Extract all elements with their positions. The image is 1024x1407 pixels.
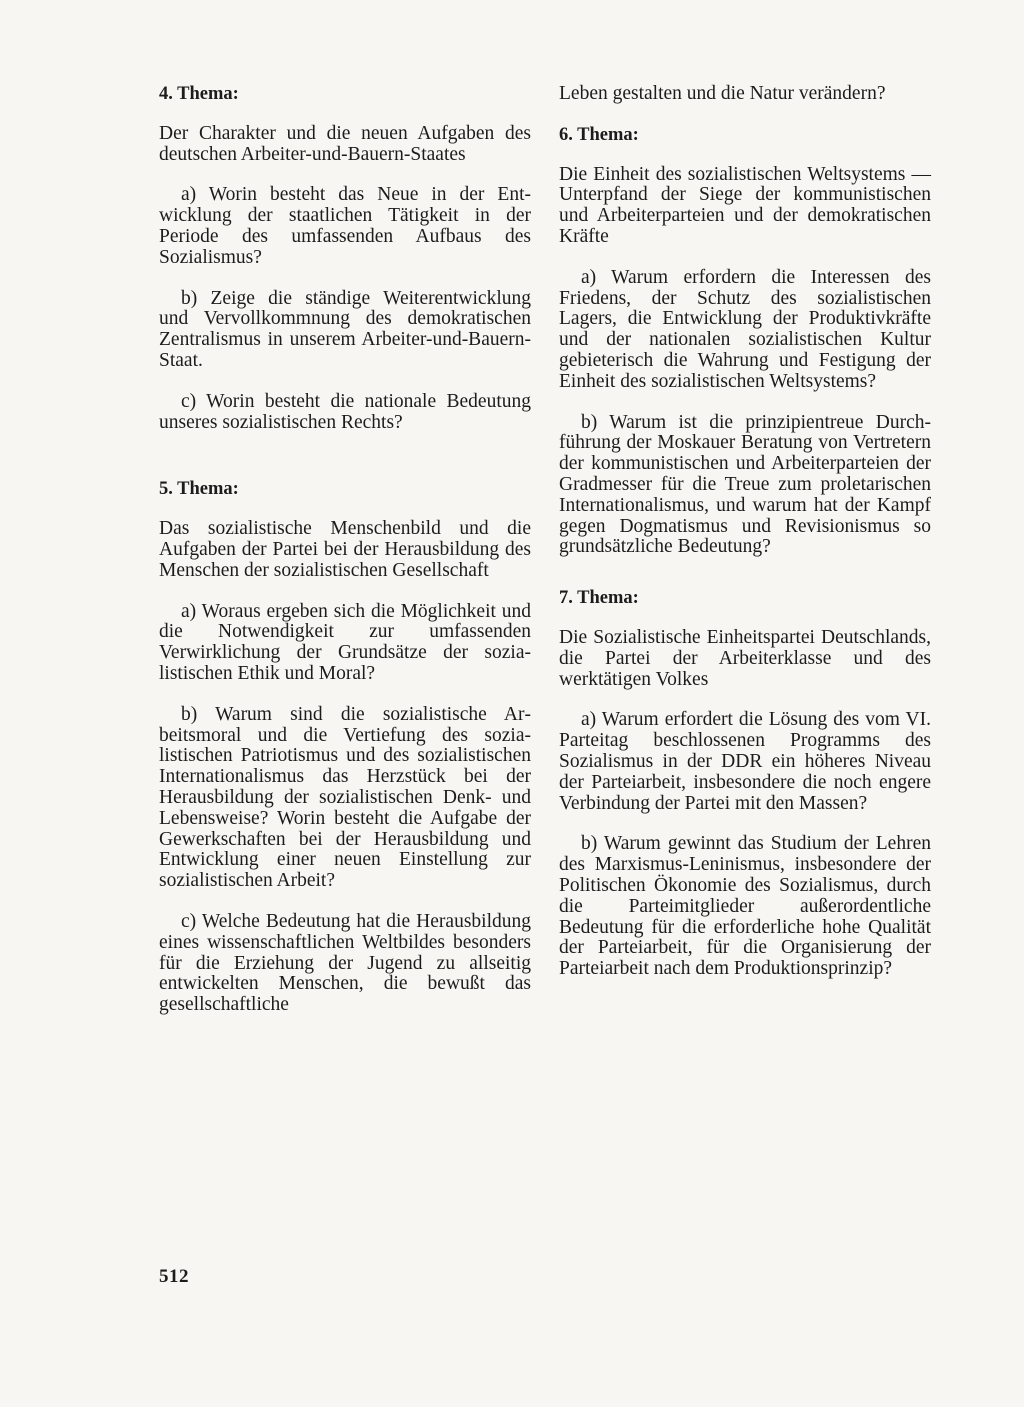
section-7-heading: 7. Thema: bbox=[559, 588, 639, 609]
page-number: 512 bbox=[159, 1266, 189, 1287]
section-4-question-c: c) Worin besteht die nationale Bedeutung unseres sozialistischen Rechts? bbox=[159, 390, 531, 433]
section-5-heading: 5. Thema: bbox=[159, 479, 239, 500]
right-column bbox=[559, 84, 931, 980]
section-5-question-c: c) Welche Bedeutung hat die Herausbildung eines wissenschaftlichen Weltbildes besonders für die Erziehung der Jugend zu allseitig entwickelten Menschen, die bewußt das gesellschaftliche bbox=[159, 910, 531, 1016]
section-4-question-a: a) Worin besteht das Neue in der Entwicklung der staatlichen Tätigkeit in der Periode des umfassenden Aufbaus des Sozialismus? bbox=[159, 184, 531, 268]
section-5-question-b: b) Warum sind die sozialistische Arbeitsmoral und die Vertiefung des sozialistischen Patriotismus und des sozialistischen Internationalismus das Herzstück bei der Herausbildung der sozialistischen Denk- und Lebensweise? Worin besteht die Aufgabe der Gewerkschaften bei der Herausbildung und Entwicklung einer neuen Einstellung zur sozialistischen Arbeit? bbox=[159, 703, 531, 892]
section-6-question-b: b) Warum ist die prinzipientreue Durchführung der Moskauer Beratung von Vertretern der kommunistischen und Arbeiterparteien der Gradmesser für die Treue zum proletarischen Internationalismus, und warum hat der Kampf gegen Dogmatismus und Revisionismus so grundsätzliche Bedeutung? bbox=[559, 411, 931, 558]
section-5-title: Das sozialistische Menschenbild und die Aufgaben der Partei bei der Herausbildung des Menschen der sozialistischen Gesellschaft bbox=[159, 518, 531, 581]
section-4-title: Der Charakter und die neuen Aufgaben des deutschen Arbeiter-und-Bauern-Staates bbox=[159, 122, 531, 165]
section-7-title: Die Sozialistische Einheitspartei Deutschlands, die Partei der Arbeiterklasse und des werktätigen Volkes bbox=[559, 626, 931, 690]
section-7-question-a: a) Warum erfordert die Lösung des vom VI. Parteitag beschlossenen Programms des Sozialismus in der DDR ein höheres Niveau der Parteiarbeit, insbesondere die noch engere Verbindung der Partei mit den Massen? bbox=[559, 709, 931, 814]
section-6-heading: 6. Thema: bbox=[559, 124, 639, 145]
section-6-question-a: a) Warum erfordern die Interessen des Friedens, der Schutz des sozialistischen Lagers, die Entwicklung der Produktivkräfte und der nationalen sozialistischen Kultur gebieterisch die Wahrung und Festigung der Einheit des sozialistischen Weltsystems? bbox=[559, 266, 931, 392]
left-column bbox=[159, 84, 531, 1016]
section-4-question-b: b) Zeige die ständige Weiterentwicklung und Vervollkommnung des demokratischen Zentralismus in unserem Arbeiter-und-Bauern-Staat. bbox=[159, 287, 531, 371]
section-6-title: Die Einheit des sozialistischen Weltsystems — Unterpfand der Siege der kommunistischen und Arbeiterparteien und der demokratischen Kräfte bbox=[559, 163, 931, 247]
section-7-question-b: b) Warum gewinnt das Studium der Lehren des Marxismus-Leninismus, insbesondere der Politischen Ökonomie des Sozialismus, durch die Parteimitglieder außerordentliche Bedeutung für die erforderliche hohe Qualität der Parteiarbeit, für die Organisierung der Parteiarbeit nach dem Produktionsprinzip? bbox=[559, 833, 931, 980]
section-5-question-c-continued: Leben gestalten und die Natur verändern? bbox=[559, 83, 886, 104]
section-5-question-a: a) Woraus ergeben sich die Möglichkeit und die Notwendigkeit zur umfassenden Verwirklichung der Grundsätze der sozialistischen Ethik und Moral? bbox=[159, 600, 531, 684]
section-4-heading: 4. Thema: bbox=[159, 84, 239, 104]
